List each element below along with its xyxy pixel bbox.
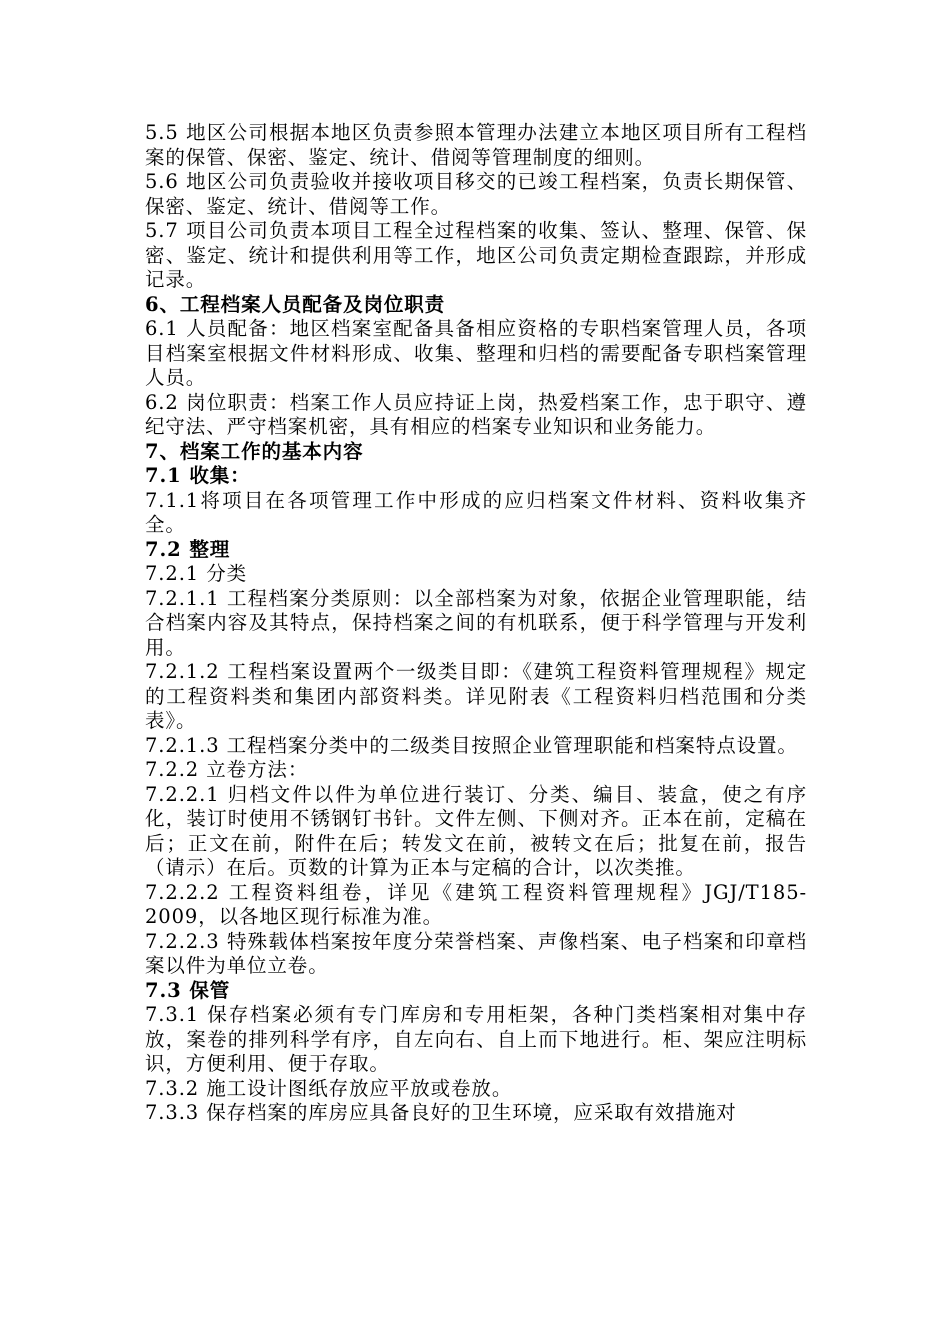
paragraph-6-2: 6.2 岗位职责：档案工作人员应持证上岗，热爱档案工作，忠于职守、遵纪守法、严守档案机密，具有相应的档案专业知识和业务能力。 [145, 390, 807, 438]
paragraph-5-7: 5.7 项目公司负责本项目工程全过程档案的收集、签认、整理、保管、保密、鉴定、统计和提供利用等工作，地区公司负责定期检查跟踪，并形成记录。 [145, 219, 807, 291]
paragraph-5-5: 5.5 地区公司根据本地区负责参照本管理办法建立本地区项目所有工程档案的保管、保密、鉴定、统计、借阅等管理制度的细则。 [145, 121, 807, 169]
section-heading-6: 6、工程档案人员配备及岗位职责 [145, 292, 446, 316]
paragraph-7-1-1: 7.1.1将项目在各项管理工作中形成的应归档案文件材料、资料收集齐全。 [145, 488, 807, 536]
section-heading-7: 7、档案工作的基本内容 [145, 439, 364, 463]
paragraph-7-2-1-3: 7.2.1.3 工程档案分类中的二级类目按照企业管理职能和档案特点设置。 [145, 733, 798, 757]
subheading-7-2: 7.2 整理 [145, 537, 231, 561]
paragraph-7-2-1-2: 7.2.1.2 工程档案设置两个一级类目即：《建筑工程资料管理规程》规定的工程资料类和集团内部资料类。详见附表《工程资料归档范围和分类表》。 [145, 660, 807, 732]
paragraph-7-2-2-2: 7.2.2.2 工程资料组卷，详见《建筑工程资料管理规程》JGJ/T185-2009，以各地区现行标准为准。 [145, 880, 807, 928]
paragraph-7-3-3: 7.3.3 保存档案的库房应具备良好的卫生环境，应采取有效措施对 [145, 1101, 737, 1124]
paragraph-7-3-1: 7.3.1 保存档案必须有专门库房和专用柜架，各种门类档案相对集中存放，案卷的排列科学有序，自左向右、自上而下地进行。柜、架应注明标识，方便利用、便于存取。 [145, 1003, 807, 1075]
subheading-7-3: 7.3 保管 [145, 978, 231, 1002]
paragraph-7-3-2: 7.3.2 施工设计图纸存放应平放或卷放。 [145, 1076, 513, 1100]
document-page [145, 121, 807, 1126]
subheading-7-2-1: 7.2.1 分类 [145, 562, 248, 585]
paragraph-7-2-1-1: 7.2.1.1 工程档案分类原则：以全部档案为对象，依据企业管理职能，结合档案内容及其特点，保持档案之间的有机联系，便于科学管理与开发利用。 [145, 586, 807, 659]
paragraph-7-2-2-1: 7.2.2.1 归档文件以件为单位进行装订、分类、编目、装盒，使之有序化，装订时使用不锈钢钉书针。文件左侧、下侧对齐。正本在前，定稿在后；正文在前，附件在后；转发文在前，被转文在后；批复在前，报告（请示）在后。页数的计算为正本与定稿的合计，以次类推。 [145, 782, 807, 879]
paragraph-6-1: 6.1 人员配备：地区档案室配备具备相应资格的专职档案管理人员，各项目档案室根据文件材料形成、收集、整理和归档的需要配备专职档案管理人员。 [145, 317, 807, 389]
paragraph-5-6: 5.6 地区公司负责验收并接收项目移交的已竣工程档案，负责长期保管、保密、鉴定、统计、借阅等工作。 [145, 170, 807, 218]
subheading-7-1: 7.1 收集： [145, 464, 251, 487]
paragraph-7-2-2-3: 7.2.2.3 特殊载体档案按年度分荣誉档案、声像档案、电子档案和印章档案以件为单位立卷。 [145, 929, 807, 977]
subheading-7-2-2: 7.2.2 立卷方法： [145, 758, 309, 781]
